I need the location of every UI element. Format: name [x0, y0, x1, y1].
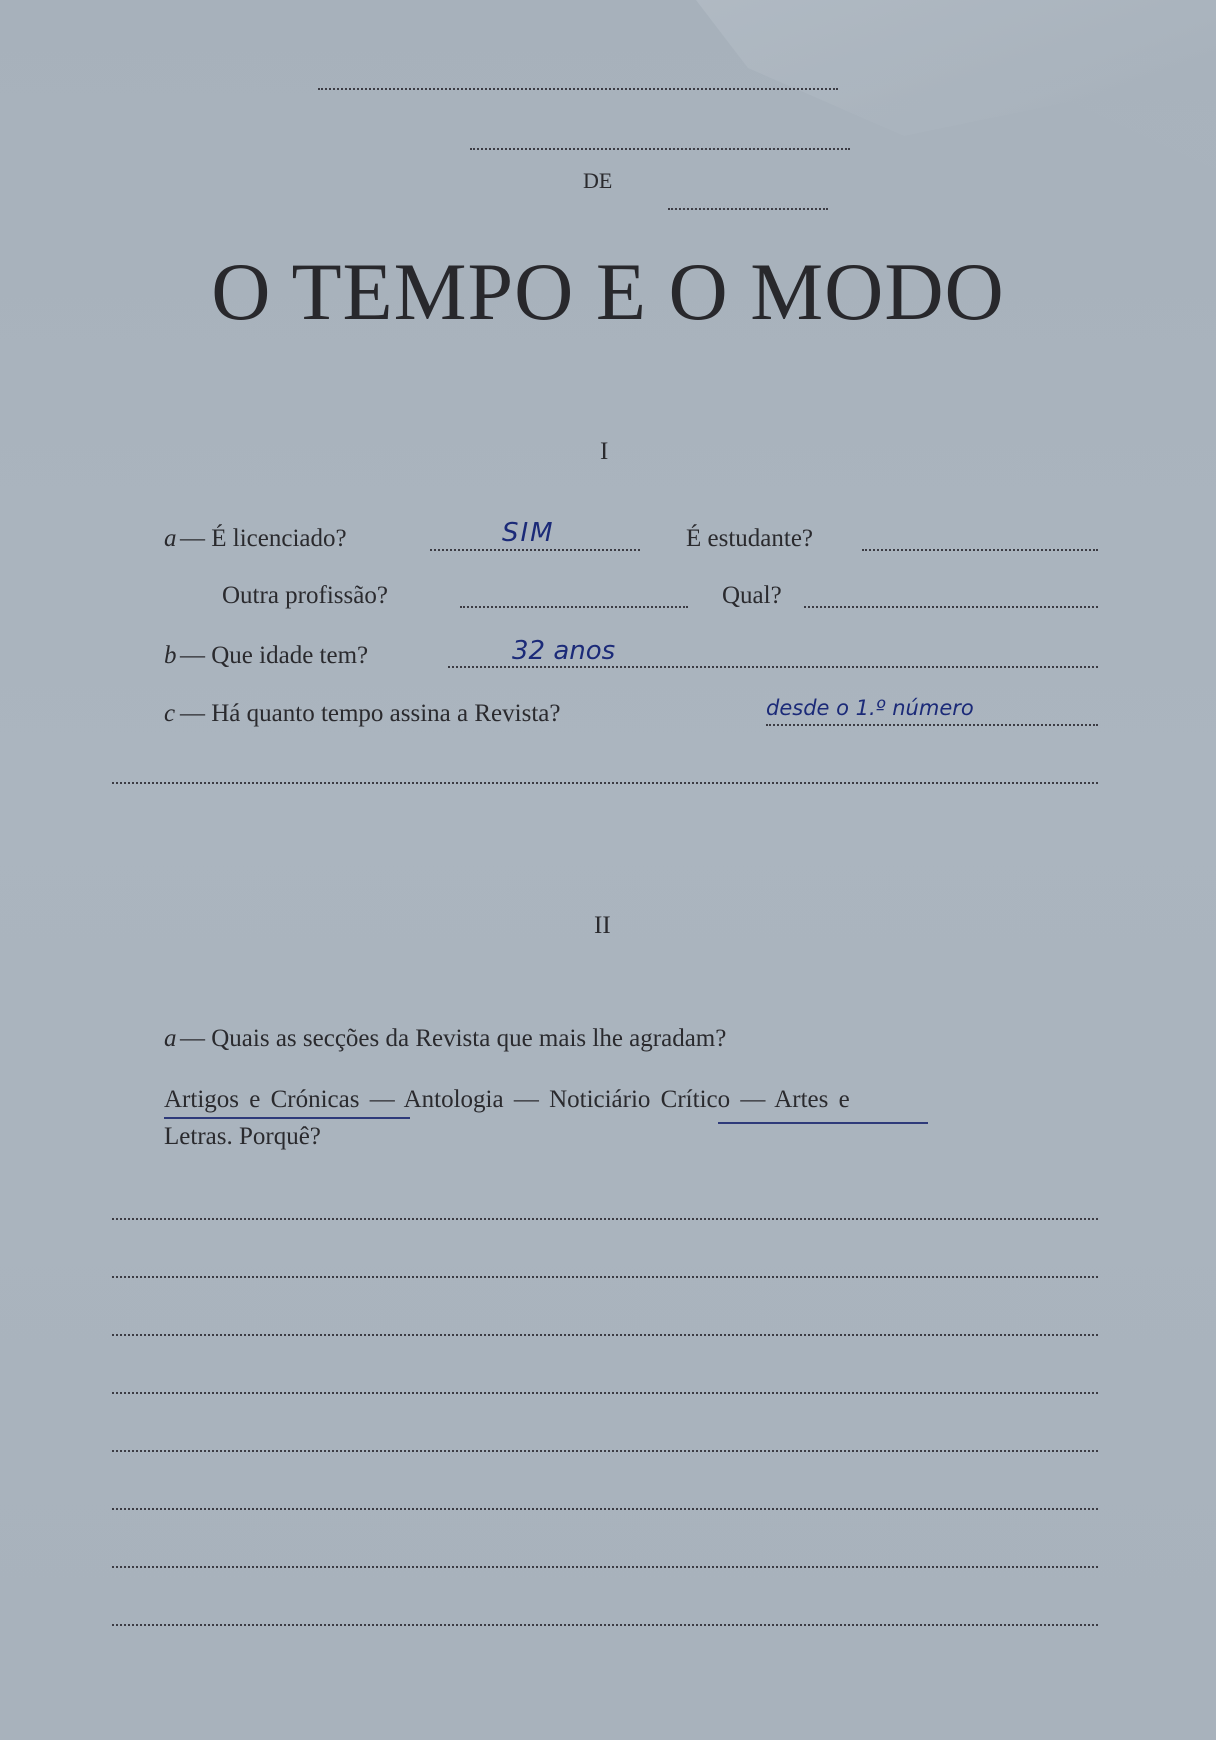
question-2a-label: a [164, 1025, 177, 1052]
question-a-label: a [164, 525, 177, 552]
dotted-line [470, 148, 850, 150]
answer-field-estudante[interactable] [862, 549, 1098, 551]
answer-field-porque-6[interactable] [112, 1508, 1098, 1510]
question-c-label: c [164, 700, 176, 727]
question-estudante: É estudante? [686, 525, 814, 552]
answer-field-porque-8[interactable] [112, 1624, 1098, 1626]
answer-field-porque-5[interactable] [112, 1450, 1098, 1452]
section-numeral-1: I [600, 438, 609, 465]
answer-field-qual[interactable] [804, 606, 1098, 608]
handwritten-answer-assinatura: desde o 1.º número [766, 696, 974, 720]
question-b-text: — Que idade tem? [180, 642, 369, 669]
sections-options-line-1: Artigos e Crónicas — Antologia — Noticiário Crítico — Artes e [164, 1086, 850, 1113]
answer-field-porque-3[interactable] [112, 1334, 1098, 1336]
answer-field-porque-1[interactable] [112, 1218, 1098, 1220]
page-title: O TEMPO E O MODO [211, 246, 1005, 337]
handwritten-underline-artigos [164, 1117, 410, 1119]
answer-field-profissao[interactable] [460, 606, 688, 608]
answer-field-porque-7[interactable] [112, 1566, 1098, 1568]
answer-field-continuation[interactable] [112, 782, 1098, 784]
question-2a-text: — Quais as secções da Revista que mais lhe agradam? [180, 1025, 727, 1052]
handwritten-answer-idade: 32 anos [512, 636, 616, 666]
question-c-text: — Há quanto tempo assina a Revista? [180, 700, 561, 727]
dotted-line [668, 208, 828, 210]
question-a-text: — É licenciado? [180, 525, 347, 552]
question-b-label: b [164, 642, 177, 669]
handwritten-answer-sim: SIM [502, 518, 555, 548]
torn-paper-overlay [696, 0, 1216, 170]
sections-options-line-2: Letras. Porquê? [164, 1123, 321, 1150]
answer-field-porque-2[interactable] [112, 1276, 1098, 1278]
answer-field-assinatura[interactable] [766, 724, 1098, 726]
answer-field-licenciado[interactable] [430, 549, 640, 551]
handwritten-underline-noticiario [718, 1122, 928, 1124]
dotted-line [318, 88, 838, 90]
answer-field-porque-4[interactable] [112, 1392, 1098, 1394]
answer-field-idade[interactable] [448, 666, 1098, 668]
question-outra-profissao: Outra profissão? [222, 582, 388, 609]
de-label: DE [583, 168, 613, 193]
section-numeral-2: II [594, 912, 611, 939]
question-qual: Qual? [722, 582, 782, 609]
